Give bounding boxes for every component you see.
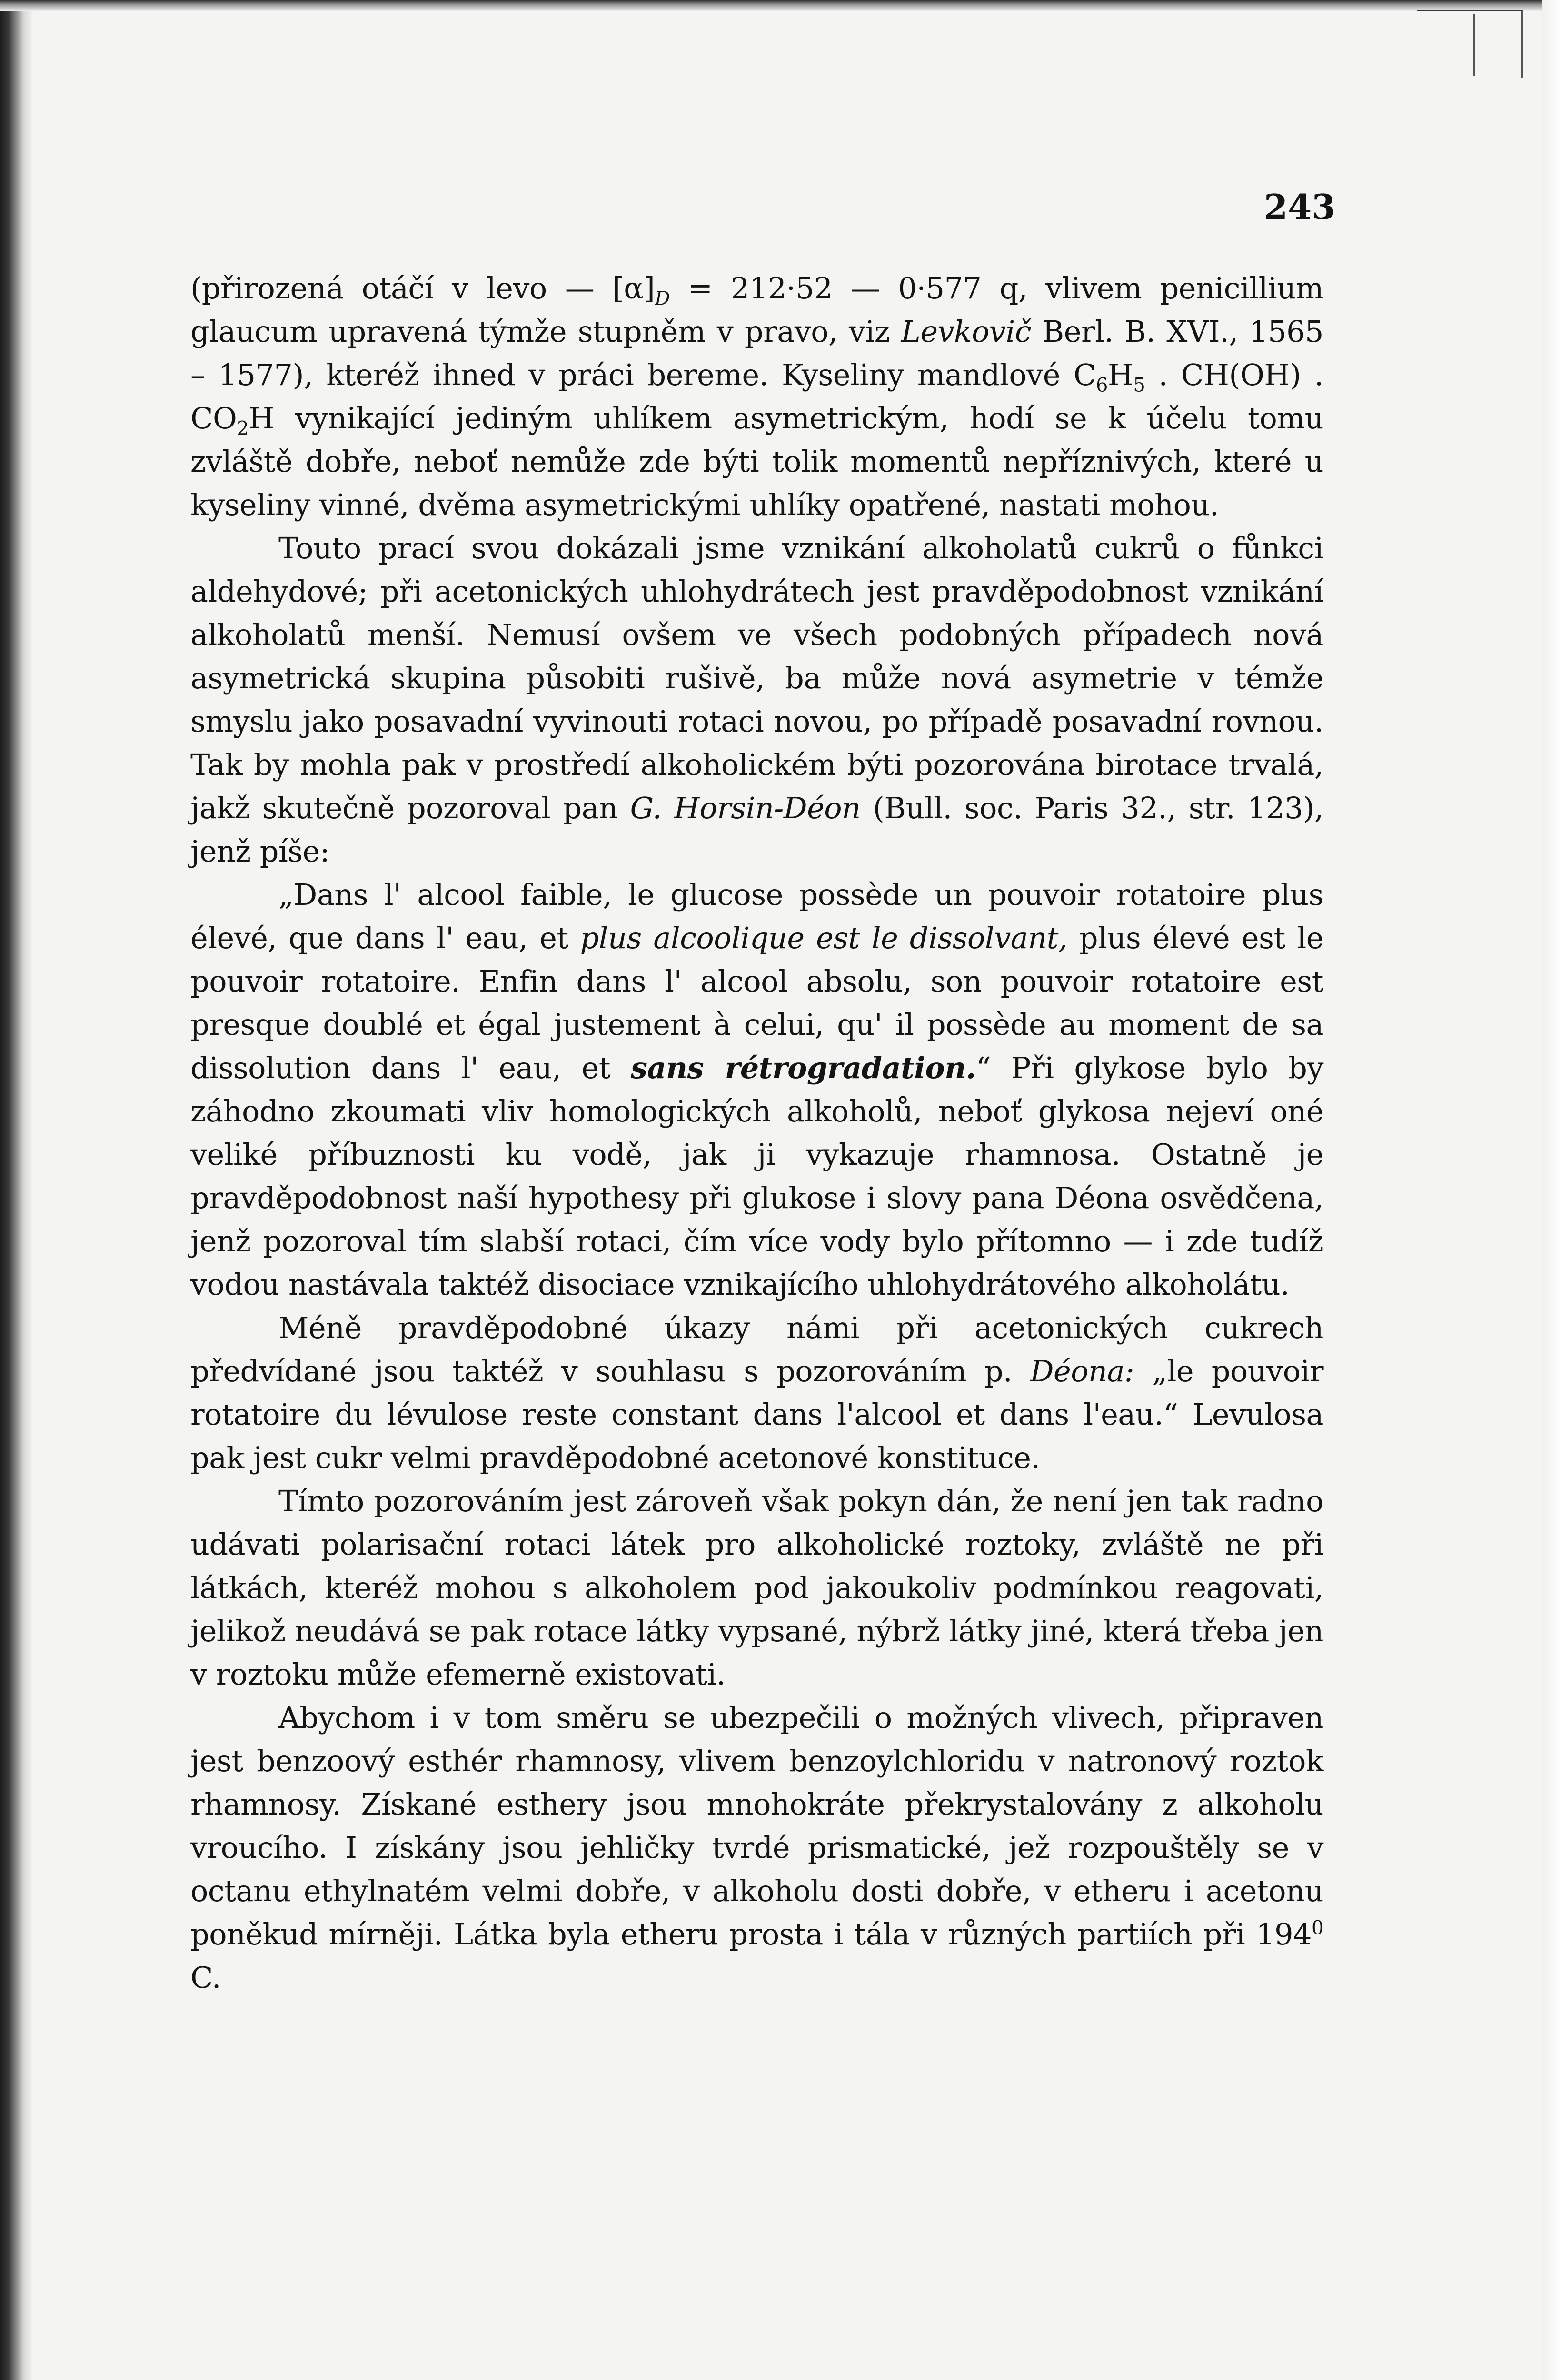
page-number: 243 (1264, 187, 1336, 227)
scan-corner-mark-line (1473, 14, 1475, 76)
italic-text: Déona: (1030, 1354, 1134, 1388)
scan-corner-mark (1417, 10, 1523, 78)
paragraph (190, 1696, 1323, 1999)
paragraph (190, 526, 1323, 873)
subscript: 5 (1133, 374, 1145, 397)
italic-text: plus alcoolique est le dissolvant, (580, 921, 1068, 955)
text-run: . CH(OH) . CO (190, 357, 1323, 436)
text-run: Tímto pozorováním jest zároveň však pokyn dán, že není jen tak radno udávati polarisační rotaci látek pro alkoholické roztoky, zvláště ne při látkách, kteréž mohou s alkoholem pod jakoukoliv podmínkou reagovati, jelikož neudává se pak rotace látky vypsané, nýbrž látky jiné, která třeba jen v roztoku může efemerně existovati. (190, 1484, 1323, 1692)
paragraph (190, 1479, 1323, 1696)
bold-italic-text: sans rétrogradation. (630, 1051, 976, 1085)
scan-left-edge (0, 0, 33, 2380)
text-run: „le pouvoir rotatoire du lévulose reste constant dans l'alcool et dans l'eau.“ Levulosa pak jest cukr velmi pravděpodobné acetonové konstituce. (190, 1354, 1324, 1475)
text-run: (přirozená otáčí v levo — [α] (190, 271, 655, 306)
text-run: H (1107, 357, 1133, 392)
text-run: C. (190, 1960, 221, 1995)
text-run: Méně pravděpodobné úkazy námi při acetonických cukrech předvídané jsou taktéž v souhlasu s pozorováním p. (190, 1310, 1323, 1388)
italic-text: G. Horsin-Déon (630, 791, 861, 825)
italic-text: Levkovič (901, 314, 1032, 349)
subscript: D (655, 288, 670, 310)
paragraph (190, 267, 1323, 526)
scan-top-edge (0, 0, 1561, 11)
text-run: Touto prací svou dokázali jsme vznikání alkoholatů cukrů o fůnkci aldehydové; při acetonických uhlohydrátech jest pravděpodobnost vznikání alkoholatů menší. Nemusí ovšem ve všech podobných případech nová asymetrická skupina působiti rušivě, ba může nová asymetrie v témže smyslu jako posavadní vyvinouti rotaci novou, po případě posavadní rovnou. Tak by mohla pak v prostředí alkoholickém býti pozorována birotace trvalá, jakž skutečně pozoroval pan (190, 531, 1323, 825)
text-run: plus élevé est le pouvoir rotatoire. Enfin dans l' alcool absolu, son pouvoir rotatoire est presque doublé et égal justement à celui, qu' il possède au moment de sa dissolution dans l' eau, et (190, 921, 1323, 1085)
superscript: 0 (1312, 1917, 1323, 1939)
text-run: “ Při glykose bylo by záhodno zkoumati vliv homologických alkoholů, neboť glykosa nejeví oné veliké příbuznosti ku vodě, jak ji vykazuje rhamnosa. Ostatně je pravděpodobnost naší hypothesy při glukose i slovy pana Déona osvědčena, jenž pozoroval tím slabší rotaci, čím více vody bylo přítomno — i zde tudíž vodou nastávala taktéž disociace vznikajícího uhlohydrátového alkoholátu. (190, 1051, 1323, 1302)
text-run: H vynikající jediným uhlíkem asymetrickým, hodí se k účelu tomu zvláště dobře, neboť nemůže zde býti tolik momentů nepříznivých, které u kyseliny vinné, dvěma asymetrickými uhlíky opatřené, nastati mohou. (190, 401, 1323, 522)
body-text (190, 267, 1323, 1999)
subscript: 2 (237, 417, 249, 440)
text-run: „Dans l' alcool faible, le glucose possède un pouvoir rotatoire plus élevé, que dans l' eau, et (190, 877, 1323, 955)
paragraph (190, 873, 1323, 1306)
scan-right-edge (1542, 0, 1561, 2380)
text-run: Abychom i v tom směru se ubezpečili o možných vlivech, připraven jest benzoový esthér rhamnosy, vlivem benzoylchloridu v natronový roztok rhamnosy. Získané esthery jsou mnohokráte překrystalovány z alkoholu vroucího. I získány jsou jehličky tvrdé prismatické, jež rozpouštěly se v octanu ethylnatém velmi dobře, v alkoholu dosti dobře, v etheru i acetonu poněkud mírněji. Látka byla etheru prosta i tála v různých partiích při 194 (190, 1700, 1323, 1952)
text-run: = 212·52 — 0·577 q, vlivem penicillium glaucum upravená týmže stupněm v pravo, viz (190, 271, 1323, 349)
paragraph (190, 1306, 1323, 1479)
subscript: 6 (1095, 374, 1108, 397)
text-run: (Bull. soc. Paris 32., str. 123), jenž píše: (190, 791, 1323, 869)
text-run: Berl. B. XVI., 1565 – 1577), kteréž ihned v práci bereme. Kyseliny mandlové C (190, 314, 1323, 392)
